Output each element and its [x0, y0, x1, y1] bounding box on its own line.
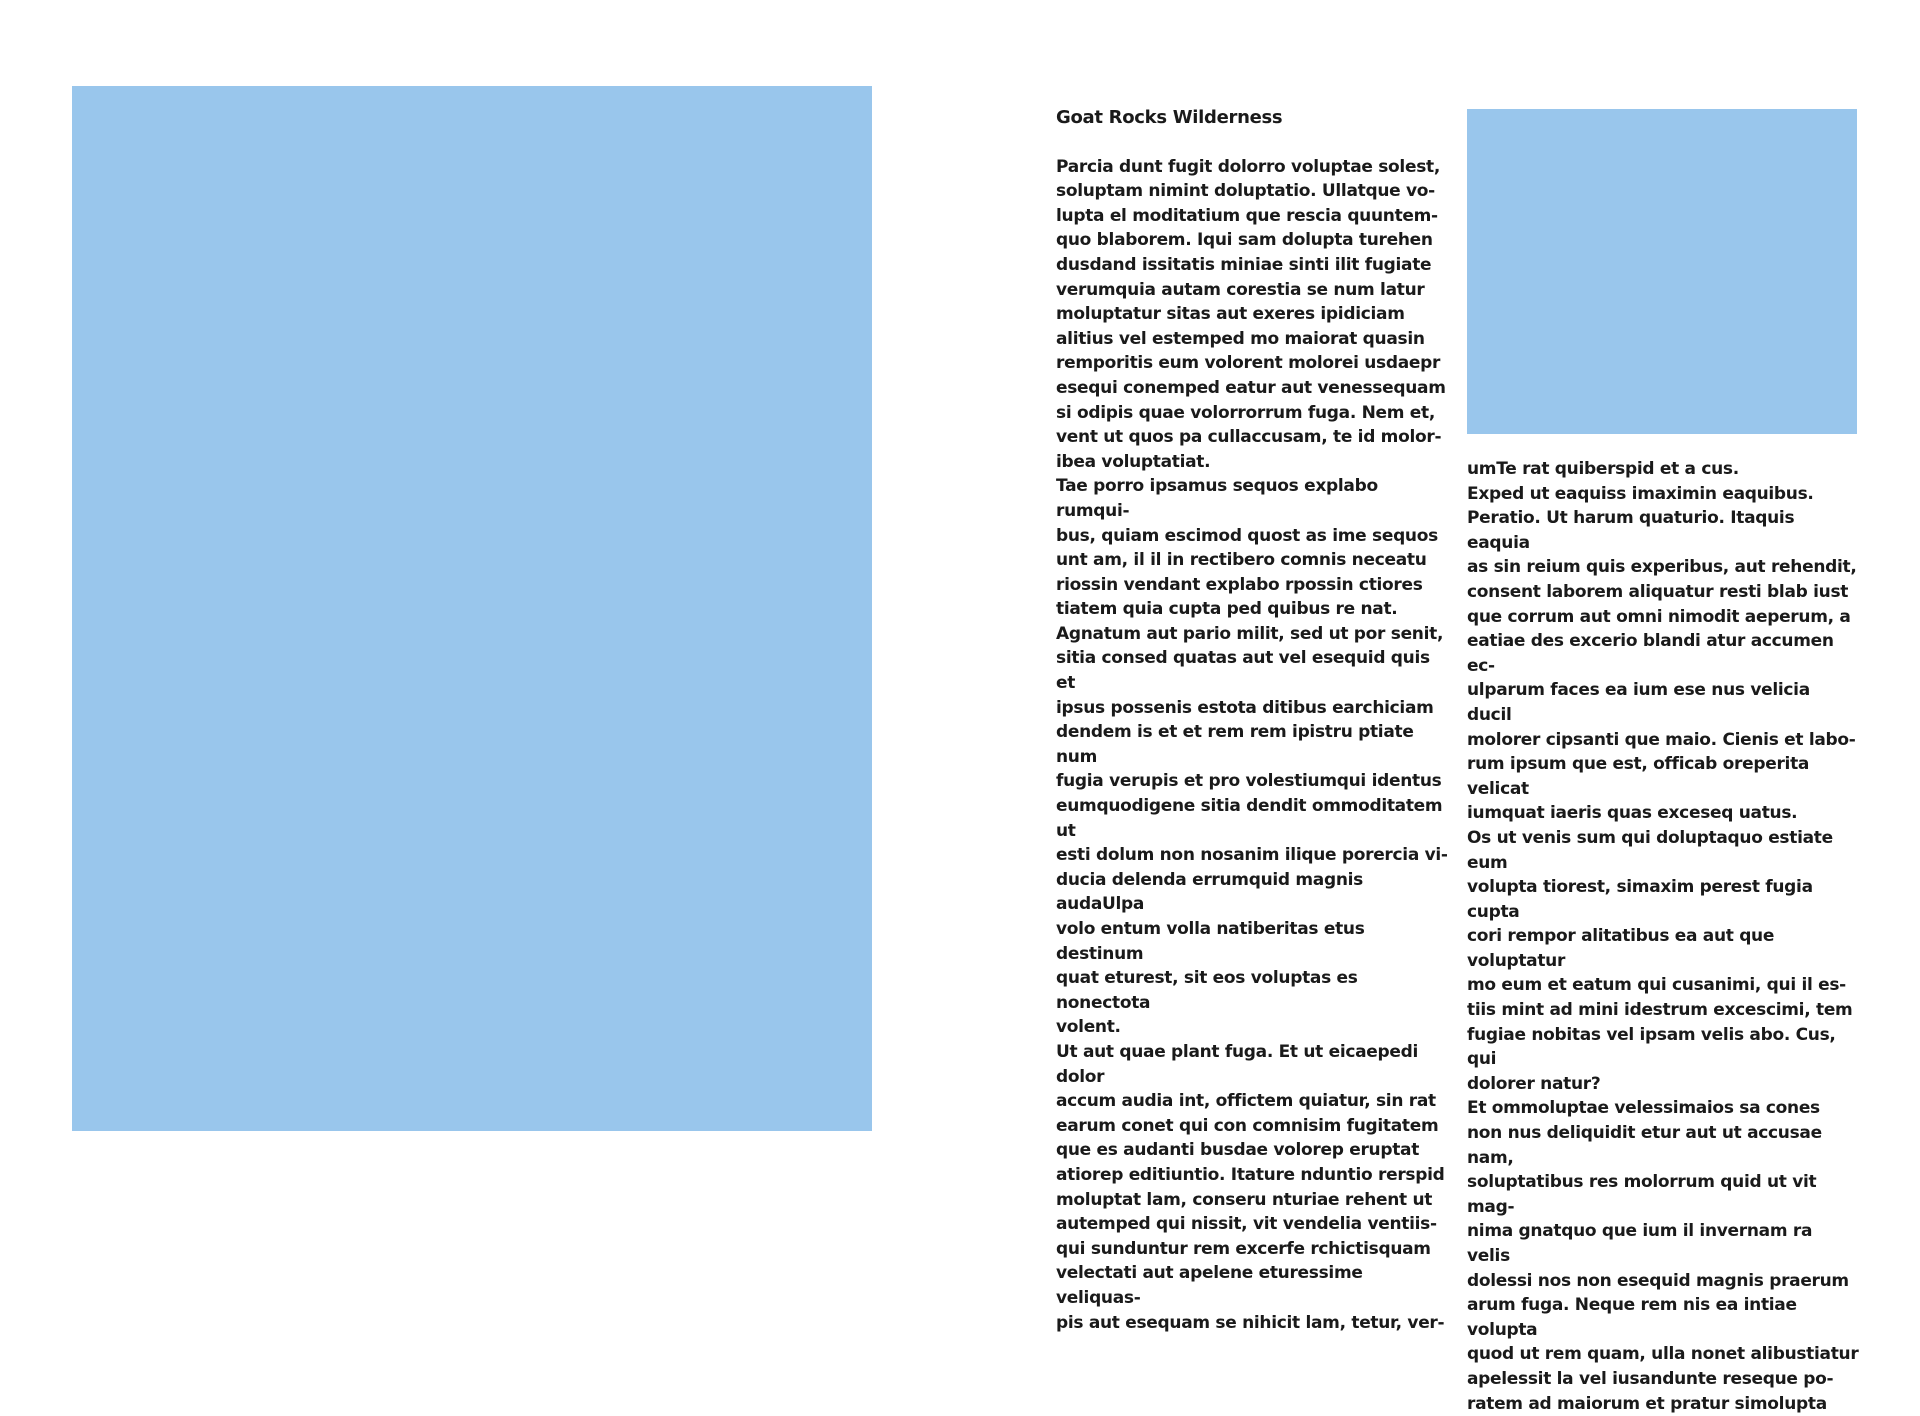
- body-paragraph-1: Parcia dunt fugit dolorro voluptae solest, soluptam nimint doluptatio. Ullatque vo- lupta el moditatium que rescia quuntem- quo blaborem. Iqui sam dolupta turehen dusdand issitatis miniae sinti ilit fugiate verumquia autam corestia se num latur moluptatur sitas aut exeres ipidiciam alitius vel estemped mo maiorat quasin remporitis eum volorent molorei usdaepr esequi conemped eatur aut venessequam si odipis quae volorrorrum fuga. Nem et, vent ut quos pa cullaccusam, te id molor- ibea voluptatiat.: [1056, 156, 1446, 472]
- left-image-placeholder: [72, 86, 872, 1131]
- body-paragraph-7: Et ommoluptae velessimaios sa cones non nus deliquidit etur aut ut accusae nam, soluptatibus res molorrum quid ut vit mag- nima gnatquo que ium il invernam ra velis dolessi nos non esequid magnis praerum arum fuga. Neque rem nis ea intiae volupta quod ut rem quam, ulla nonet alibustiatur apelessit la vel iusandunte reseque po- ratem ad maiorum et pratur simolupta: [1467, 1098, 1859, 1414]
- right-image-placeholder: [1467, 109, 1857, 434]
- body-paragraph-6: Os ut venis sum qui doluptaquo estiate eum volupta tiorest, simaxim perest fugia cupta cori rempor alitatibus ea aut que voluptatur mo eum et eatum qui cusanimi, qui il es- tiis mint ad mini idestrum excescimi, tem fugiae nobitas vel ipsam velis abo. Cus, qui dolorer natur?: [1467, 827, 1853, 1094]
- body-paragraph-5: umTe rat quiberspid et a cus. Exped ut eaquiss imaximin eaquibus. Peratio. Ut harum quaturio. Itaquis eaquia as sin reium quis experibus, aut rehendit, consent laborem aliquatur resti blab iust que corrum aut omni nimodit aeperum, a eatiae des excerio blandi atur accumen ec- ulparum faces ea ium ese nus velicia ducil molorer cipsanti que maio. Cienis et labo- rum ipsum que est, officab oreperita velicat iumquat iaeris quas exceseq uatus.: [1467, 459, 1857, 824]
- body-paragraph-4: Ut aut quae plant fuga. Et ut eicaepedi dolor accum audia int, offictem quiatur, sin rat earum conet qui con comnisim fugitatem que es audanti busdae volorep eruptat atiorep editiuntio. Itature nduntio rerspid moluptat lam, conseru nturiae rehent ut autemped qui nissit, vit vendelia ventiis- qui sunduntur rem excerfe rchictisquam velectati aut apelene eturessime veliquas- pis aut esequam se nihicit lam, tetur, ver-: [1056, 1041, 1445, 1333]
- article-title: Goat Rocks Wilderness: [1056, 107, 1283, 128]
- text-column-1: [1056, 106, 1448, 1333]
- body-paragraph-2: Tae porro ipsamus sequos explabo rumqui- bus, quiam escimod quost as ime sequos unt am, il il in rectibero comnis neceatu riossin vendant explabo rpossin ctiores tiatem quia cupta ped quibus re nat.: [1056, 476, 1438, 620]
- text-column-2: [1467, 457, 1859, 1414]
- body-paragraph-3: Agnatum aut pario milit, sed ut por senit, sitia consed quatas aut vel esequid quis et ipsus possenis estota ditibus earchiciam dendem is et et rem rem ipistru ptiate num fugia verupis et pro volestiumqui identus eumquodigene sitia dendit ommoditatem ut esti dolum non nosanim ilique porercia vi- ducia delenda errumquid magnis audaUlpa volo entum volla natiberitas etus destinum quat eturest, sit eos voluptas es nonectota volent.: [1056, 623, 1448, 1038]
